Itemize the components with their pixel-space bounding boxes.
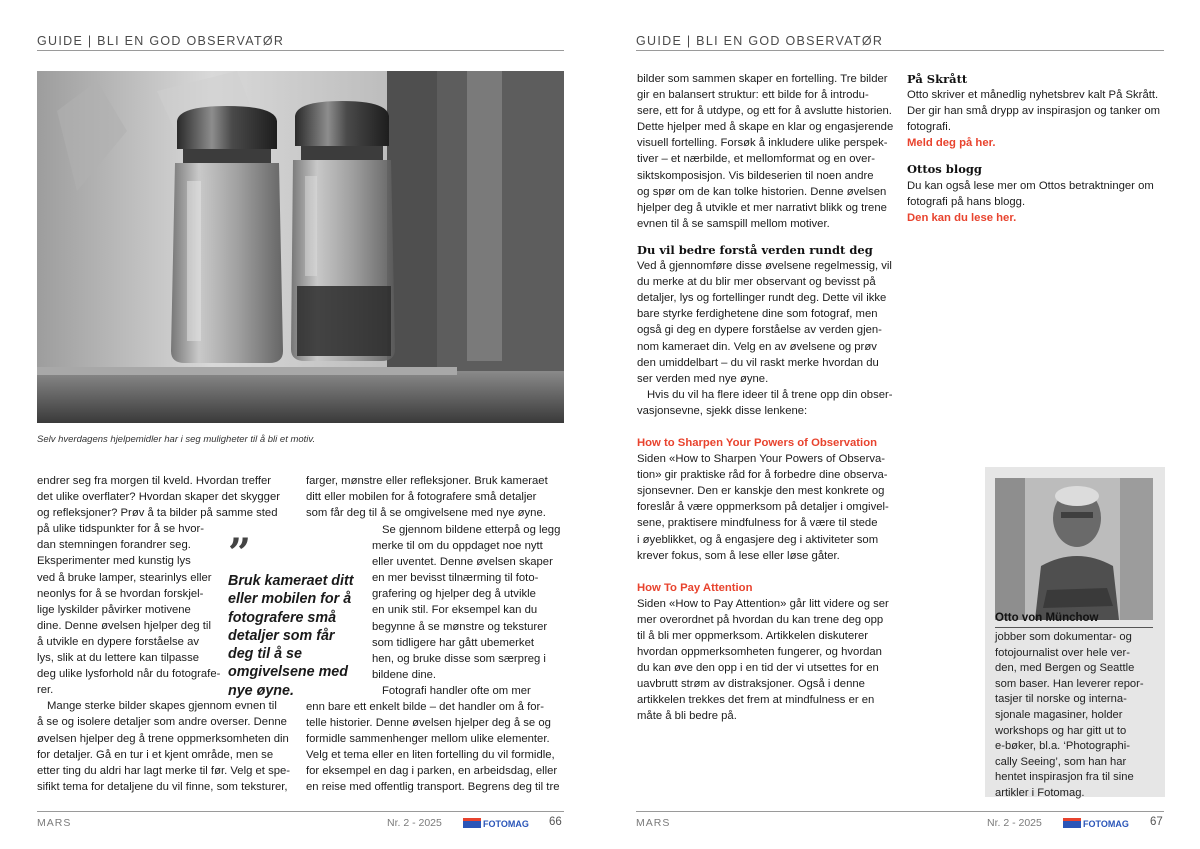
footer-rule-left xyxy=(37,811,564,812)
text-line: Der gir han små drypp av inspirasjon og tanker om xyxy=(907,105,1161,118)
left-column-2-bottom xyxy=(306,699,568,796)
author-bio-box xyxy=(985,467,1165,797)
text-line: dan stemningen forandrer seg. xyxy=(37,539,191,552)
text-line: visuell fortelling. Forsøk å inkludere ulike perspek- xyxy=(637,137,888,150)
text-line: formidle sammenhenger mellom ulike elementer. xyxy=(306,733,550,746)
text-line: du kan øve den opp i en tid der vi utsettes for en xyxy=(637,662,879,675)
text-line: det ulike overflater? Hvordan skaper det skygger xyxy=(37,491,281,504)
text-line: jobber som dokumentar- og xyxy=(995,631,1132,643)
text-line: øvelsen hjelper deg å trene oppmerksomheten din xyxy=(37,732,289,745)
text-line: merke til om du oppdaget noe nytt xyxy=(372,540,543,553)
quote-mark-icon: ” xyxy=(228,530,252,577)
text-line: detaljer, lys og fortellinger rundt deg. Dette vil ikke xyxy=(637,292,887,305)
text-line: ditt eller mobilen for å fotografere små detaljer xyxy=(306,491,537,504)
header-rule-left xyxy=(37,50,564,51)
text-line: gir en balansert struktur: ett bilde for å introdu- xyxy=(637,89,869,102)
link2-description xyxy=(637,596,899,725)
text-line: sifikt tema for detaljene du vil finne, som teksturer, xyxy=(37,780,288,793)
logo-text: FOTOMAG xyxy=(483,819,529,829)
text-line: foreslår å være oppmerksom på detaljer i omgivel- xyxy=(637,501,889,514)
text-line: Hvis du vil ha flere ideer til å trene opp din obser- xyxy=(647,388,893,401)
text-line: fotografi. xyxy=(907,121,951,134)
text-line: du merke at du blir mer observant og bevisst på xyxy=(637,276,876,289)
text-line: en mer bevisst tilnærming til foto- xyxy=(372,572,539,585)
text-line: endrer seg fra morgen til kveld. Hvordan treffer xyxy=(37,475,271,487)
fotomag-logo-right xyxy=(1063,816,1137,830)
page-header-left: GUIDE | BLI EN GOD OBSERVATØR xyxy=(37,34,285,48)
text-line: neonlys for å se hvordan forskjel- xyxy=(37,587,204,600)
text-line: hentet inspirasjon fra til sine xyxy=(995,771,1134,784)
text-line: artikkelen trekkes det frem at mindfulness er en xyxy=(637,694,875,707)
text-line: ved å bruke lamper, stearinlys eller xyxy=(37,571,212,584)
text-line: sjonale magasiner, holder xyxy=(995,708,1123,721)
text-line: til å bli mer oppmerksom. Artikkelen diskuterer xyxy=(637,630,869,642)
text-line: tasjer til norske og interna- xyxy=(995,693,1127,706)
text-line: en unik stil. For eksempel kan du xyxy=(372,604,538,617)
blog-link[interactable]: Den kan du lese her. xyxy=(907,211,1017,224)
text-line: fotojournalist over hele ver- xyxy=(995,646,1130,659)
left-column-2-top xyxy=(306,473,568,521)
text-line: fotografi på hans blogg. xyxy=(907,195,1026,208)
header-rule-right xyxy=(636,50,1164,51)
photo-caption: Selv hverdagens hjelpemidler har i seg muligheter til å bli et motiv. xyxy=(37,434,316,445)
blog-text xyxy=(907,178,1169,210)
text-line: e-bøker, bl.a. ‘Photographi- xyxy=(995,740,1130,753)
right-main-column xyxy=(637,71,899,725)
text-line: sene, praktisere mindfulness for å være til stede xyxy=(637,517,878,530)
blog-title: Ottos blogg xyxy=(907,162,982,177)
text-line: og refleksjoner? Prøv å ta bilder på samme sted xyxy=(37,507,278,520)
fotomag-logo-left xyxy=(463,816,537,830)
text-line: en reise med offentlig transport. Begrens deg til tre xyxy=(306,781,560,794)
text-line: Velg et tema eller en liten fortelling du vil formidle, xyxy=(306,749,555,762)
text-line: Se gjennom bildene etterpå og legg xyxy=(382,524,561,536)
text-line: deg ulike lysforhold når du fotografe- xyxy=(37,668,221,681)
text-line: også gi deg en dypere forståelse av verden gjen- xyxy=(637,324,882,337)
author-name-rule xyxy=(995,627,1153,628)
text-line: mer overordnet på hvordan du kan trene deg opp xyxy=(637,613,884,626)
text-line: sjonsevner. Den er kanskje den mest konkrete og xyxy=(637,485,885,498)
text-line: Otto skriver et månedlig nyhetsbrev kalt På Skrått. xyxy=(907,89,1159,102)
footer-issue-left: Nr. 2 - 2025 xyxy=(387,817,442,829)
text-line: siktskomposisjon. Vis bildeserien til noen andre xyxy=(637,169,874,182)
footer-rule-right xyxy=(636,811,1164,812)
text-line: lys, slik at du lettere kan tilpasse xyxy=(37,652,199,665)
text-line: vasjonsevne, sjekk disse lenkene: xyxy=(637,404,808,417)
text-line: å se og isolere detaljer som andre overser. Denne xyxy=(37,716,287,729)
newsletter-title: På Skrått xyxy=(907,72,968,86)
text-line: den umiddelbart – du vil raskt merke hvordan du xyxy=(637,356,879,369)
text-line: artikler i Fotomag. xyxy=(995,786,1085,799)
footer-month-left: MARS xyxy=(37,817,72,829)
logo-text: FOTOMAG xyxy=(1083,819,1129,829)
text-line: måte å bli bedre på. xyxy=(637,710,737,723)
text-line: som tidligere har gått ubemerket xyxy=(372,636,535,649)
pull-quote-text: Bruk kameraet ditt eller mobilen for å fotografere små detaljer som får deg til å se omgivelsene med nye øyne. xyxy=(228,573,354,699)
text-line: hen, og bruke disse som særpreg i xyxy=(372,652,546,665)
link1-description xyxy=(637,451,899,564)
text-line: krever fokus, som å lese eller løse gåter. xyxy=(637,549,840,562)
text-line: som får deg til å se omgivelsene med nye øyne. xyxy=(306,507,546,520)
text-line: Fotografi handler ofte om mer xyxy=(382,684,531,697)
section-subheading: Du vil bedre forstå verden rundt deg xyxy=(637,242,873,257)
text-line: telle historier. Denne øvelsen hjelper deg å se og xyxy=(306,717,551,730)
newsletter-text xyxy=(907,87,1169,135)
newsletter-signup-link[interactable]: Meld deg på her. xyxy=(907,137,996,150)
text-line: for eksempel en dag i parken, en arbeidsdag, eller xyxy=(306,765,558,778)
text-line: dine. Denne øvelsen hjelper deg til xyxy=(37,619,211,632)
page-header-right: GUIDE | BLI EN GOD OBSERVATØR xyxy=(636,34,884,48)
text-line: uavbrutt strøm av distraksjoner. Også i denne xyxy=(637,678,865,691)
right-page xyxy=(600,0,1200,849)
text-line: eller uventet. Denne øvelsen skaper xyxy=(372,556,553,569)
text-line: bildene dine. xyxy=(372,668,437,681)
pull-quote xyxy=(228,530,362,700)
text-line: i øyeblikket, og å engasjere deg i aktiviteter som xyxy=(637,533,879,546)
text-line: nom kameraet din. Velg en av øvelsene og prøv xyxy=(637,340,877,353)
text-line: lige lyskilder påvirker motivene xyxy=(37,603,191,616)
text-line: ser verden med nye øyne. xyxy=(637,372,769,385)
text-line: Siden «How to Sharpen Your Powers of Observa- xyxy=(637,453,886,466)
left-column-2-wrap xyxy=(372,522,568,699)
text-line: som baser. Han leverer repor- xyxy=(995,677,1144,690)
text-line: Dette hjelper med å skape en klar og engasjerende xyxy=(637,121,894,134)
text-line: tiver – et nærbilde, et mellomformat og en over- xyxy=(637,153,875,166)
footer-issue-right: Nr. 2 - 2025 xyxy=(987,817,1042,829)
text-line: Du kan også lese mer om Ottos betraktninger om xyxy=(907,179,1154,192)
text-line: bilder som sammen skaper en fortelling. Tre bilder xyxy=(637,73,888,85)
author-name: Otto von Münchow xyxy=(995,612,1099,624)
text-line: og spør om de kan tolke historien. Denne øvelsen xyxy=(637,185,887,198)
link-sharpen-observation[interactable]: How to Sharpen Your Powers of Observation xyxy=(637,436,877,449)
text-line: hvordan oppmerksomheten fungerer, og hvordan xyxy=(637,646,882,659)
text-line: på ulike tidspunkter for å se hvor- xyxy=(37,523,205,536)
text-line: etter ting du aldri har lagt merke til før. Velg et spe- xyxy=(37,764,291,777)
text-line: cally Seeing’, som han har xyxy=(995,755,1127,768)
author-bio-text xyxy=(995,630,1157,802)
page-number-right: 67 xyxy=(1150,816,1163,828)
text-line: workshops og har gitt ut to xyxy=(995,724,1127,737)
text-line: for detaljer. Gå en tur i et kjent område, men se xyxy=(37,748,274,761)
text-line: Mange sterke bilder skapes gjennom evnen til xyxy=(47,700,277,713)
text-line: evnen til å se samspill mellom motiver. xyxy=(637,217,830,230)
text-line: bare styrke ferdighetene dine som fotograf, men xyxy=(637,308,878,321)
text-line: sere, ett for å utdype, og ett for å avslutte historien. xyxy=(637,105,892,118)
right-section-text xyxy=(637,258,899,419)
article-photo-salt-pepper xyxy=(37,71,564,423)
text-line: hjelper deg å utvikle et mer narrativt blikk og trene xyxy=(637,201,887,214)
text-line: Eksperimenter med kunstig lys xyxy=(37,555,191,568)
text-line: begynne å se mønstre og teksturer xyxy=(372,620,548,633)
text-line: den, med Bergen og Seattle xyxy=(995,662,1135,675)
author-portrait xyxy=(995,478,1153,620)
link-pay-attention[interactable]: How To Pay Attention xyxy=(637,581,753,594)
page-number-left: 66 xyxy=(549,816,562,828)
text-line: farger, mønstre eller refleksjoner. Bruk kameraet xyxy=(306,475,548,487)
text-line: rer. xyxy=(37,684,54,697)
text-line: Ved å gjennomføre disse øvelsene regelmessig, vil xyxy=(637,260,892,273)
text-line: grafering og hjelper deg å utvikle xyxy=(372,588,536,601)
text-line: å utvikle en dypere forståelse av xyxy=(37,635,200,648)
text-line: tion» gir praktiske råd for å forbedre dine observa- xyxy=(637,469,888,482)
text-line: enn bare ett enkelt bilde – det handler om å for- xyxy=(306,701,545,713)
right-intro-text xyxy=(637,71,899,232)
text-line: Siden «How to Pay Attention» går litt videre og ser xyxy=(637,597,889,610)
footer-month-right: MARS xyxy=(636,817,671,829)
right-sidebar xyxy=(907,71,1169,226)
